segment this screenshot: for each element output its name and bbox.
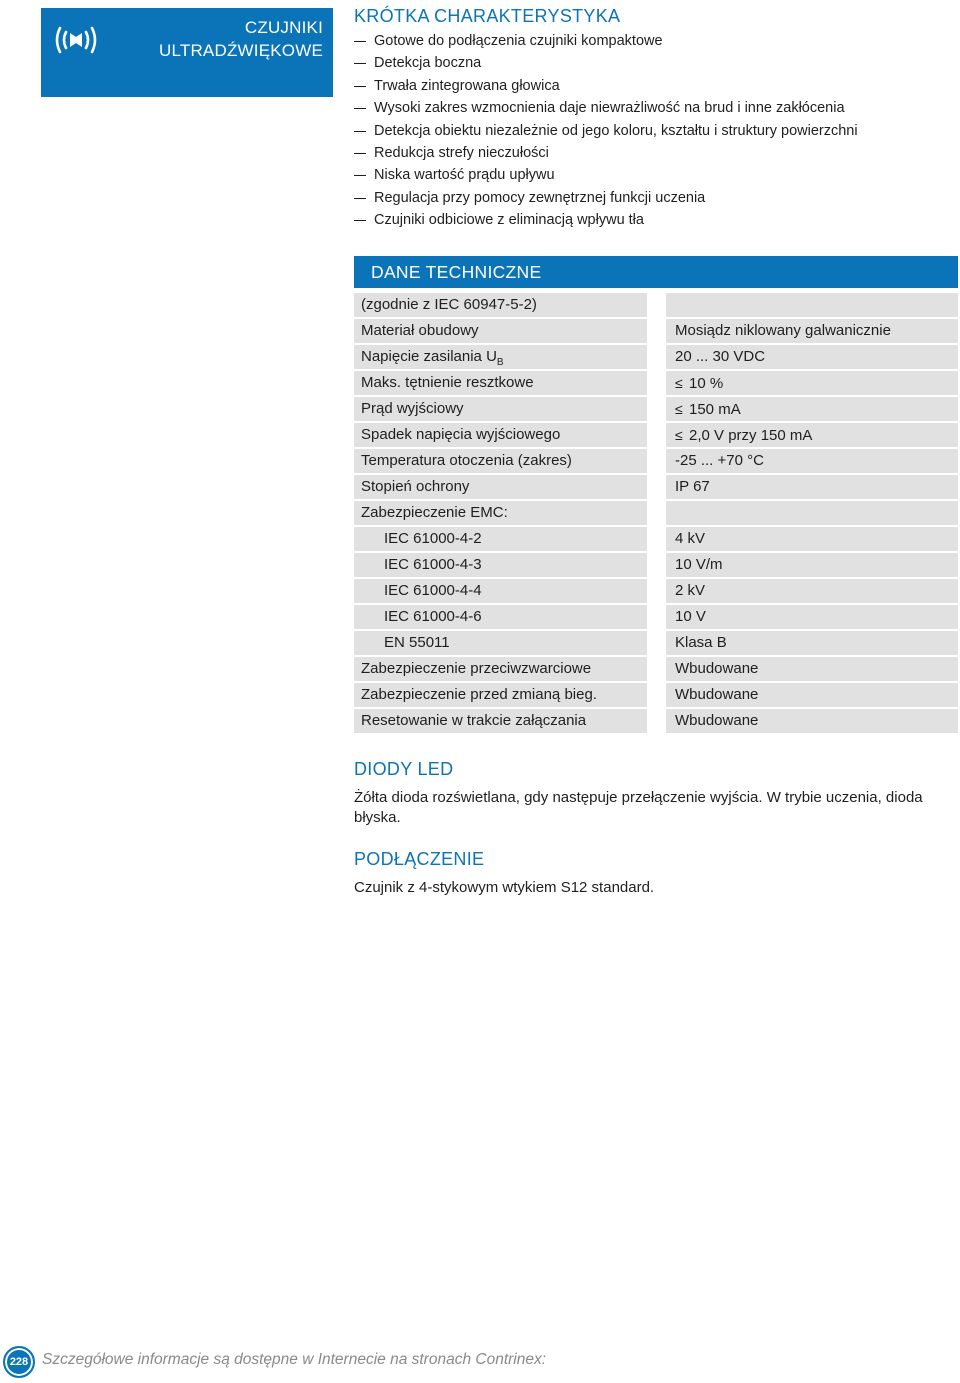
feature-item: Detekcja boczna <box>354 52 858 74</box>
spec-label: IEC 61000-4-2 <box>354 527 647 551</box>
spec-label: Prąd wyjściowy <box>354 397 647 421</box>
feature-item: Gotowe do podłączenia czujniki kompaktowe <box>354 30 858 52</box>
table-row <box>354 397 958 423</box>
page-number-badge: 228 <box>3 1346 35 1378</box>
spec-label: Spadek napięcia wyjściowego <box>354 423 647 447</box>
less-or-equal-icon: ≤ <box>675 427 683 443</box>
table-row <box>354 501 958 527</box>
footer-note: Szczegółowe informacje są dostępne w Internecie na stronach Contrinex: <box>42 1351 547 1368</box>
category-header <box>41 8 333 97</box>
dash-bullet-icon <box>354 86 366 87</box>
spec-value: Klasa B <box>666 631 958 655</box>
table-row <box>354 527 958 553</box>
connection-heading: PODŁĄCZENIE <box>354 849 485 869</box>
spec-value: ≤ 2,0 V przy 150 mA <box>666 423 958 447</box>
table-row <box>354 553 958 579</box>
spec-value: Wbudowane <box>666 683 958 707</box>
table-row <box>354 709 958 735</box>
dash-bullet-icon <box>354 108 366 109</box>
table-row <box>354 631 958 657</box>
spec-value: 10 V <box>666 605 958 629</box>
table-row <box>354 657 958 683</box>
feature-item: Trwała zintegrowana głowica <box>354 75 858 97</box>
category-title: CZUJNIKI ULTRADŹWIĘKOWE <box>159 18 323 60</box>
table-row <box>354 371 958 397</box>
spec-value: 10 V/m <box>666 553 958 577</box>
spec-label: Stopień ochrony <box>354 475 647 499</box>
ultrasonic-sensor-icon <box>51 20 101 60</box>
led-heading: DIODY LED <box>354 759 454 779</box>
spec-value: 20 ... 30 VDC <box>666 345 958 369</box>
feature-item: Wysoki zakres wzmocnienia daje niewrażliwość na brud i inne zakłócenia <box>354 97 858 119</box>
dash-bullet-icon <box>354 198 366 199</box>
spec-value: IP 67 <box>666 475 958 499</box>
spec-label: IEC 61000-4-3 <box>354 553 647 577</box>
spec-label: Temperatura otoczenia (zakres) <box>354 449 647 473</box>
dash-bullet-icon <box>354 63 366 64</box>
feature-item: Czujniki odbiciowe z eliminacją wpływu tła <box>354 209 858 231</box>
spec-value: 2 kV <box>666 579 958 603</box>
technical-data-table <box>354 293 958 735</box>
spec-value: Wbudowane <box>666 709 958 733</box>
spec-label: Maks. tętnienie resztkowe <box>354 371 647 395</box>
spec-value: 4 kV <box>666 527 958 551</box>
technical-data-heading: DANE TECHNICZNE <box>354 256 958 288</box>
dash-bullet-icon <box>354 153 366 154</box>
feature-item: Detekcja obiektu niezależnie od jego koloru, kształtu i struktury powierzchni <box>354 120 858 142</box>
led-description: Żółta dioda rozświetlana, gdy następuje przełączenie wyjścia. W trybie uczenia, dioda błyska. <box>354 789 923 826</box>
dash-bullet-icon <box>354 175 366 176</box>
table-row <box>354 345 958 371</box>
spec-label: Zabezpieczenie EMC: <box>354 501 647 525</box>
spec-value <box>666 501 958 525</box>
feature-list <box>354 30 858 232</box>
spec-value: ≤ 10 % <box>666 371 958 395</box>
spec-label: Resetowanie w trakcie załączania <box>354 709 647 733</box>
spec-label: Napięcie zasilania $U_B$ <box>354 345 647 369</box>
spec-label: Materiał obudowy <box>354 319 647 343</box>
table-row <box>354 579 958 605</box>
feature-item: Redukcja strefy nieczułości <box>354 142 858 164</box>
table-row <box>354 319 958 345</box>
spec-label: IEC 61000-4-6 <box>354 605 647 629</box>
table-row <box>354 683 958 709</box>
table-row <box>354 449 958 475</box>
spec-value: Wbudowane <box>666 657 958 681</box>
spec-label: (zgodnie z IEC 60947-5-2) <box>354 293 647 317</box>
dash-bullet-icon <box>354 220 366 221</box>
dash-bullet-icon <box>354 41 366 42</box>
table-row <box>354 423 958 449</box>
spec-label: IEC 61000-4-4 <box>354 579 647 603</box>
feature-item: Niska wartość prądu upływu <box>354 164 858 186</box>
table-row <box>354 293 958 319</box>
spec-label: Zabezpieczenie przed zmianą bieg. <box>354 683 647 707</box>
spec-value: -25 ... +70 °C <box>666 449 958 473</box>
feature-item: Regulacja przy pomocy zewnętrznej funkcji uczenia <box>354 187 858 209</box>
table-row <box>354 475 958 501</box>
spec-value: ≤ 150 mA <box>666 397 958 421</box>
less-or-equal-icon: ≤ <box>675 401 683 417</box>
table-row <box>354 605 958 631</box>
connection-description: Czujnik z 4-stykowym wtykiem S12 standard. <box>354 879 655 896</box>
less-or-equal-icon: ≤ <box>675 375 683 391</box>
spec-value <box>666 293 958 317</box>
short-characteristics-heading: KRÓTKA CHARAKTERYSTYKA <box>354 6 621 26</box>
spec-value: Mosiądz niklowany galwanicznie <box>666 319 958 343</box>
spec-label: EN 55011 <box>354 631 647 655</box>
dash-bullet-icon <box>354 131 366 132</box>
spec-label: Zabezpieczenie przeciwzwarciowe <box>354 657 647 681</box>
